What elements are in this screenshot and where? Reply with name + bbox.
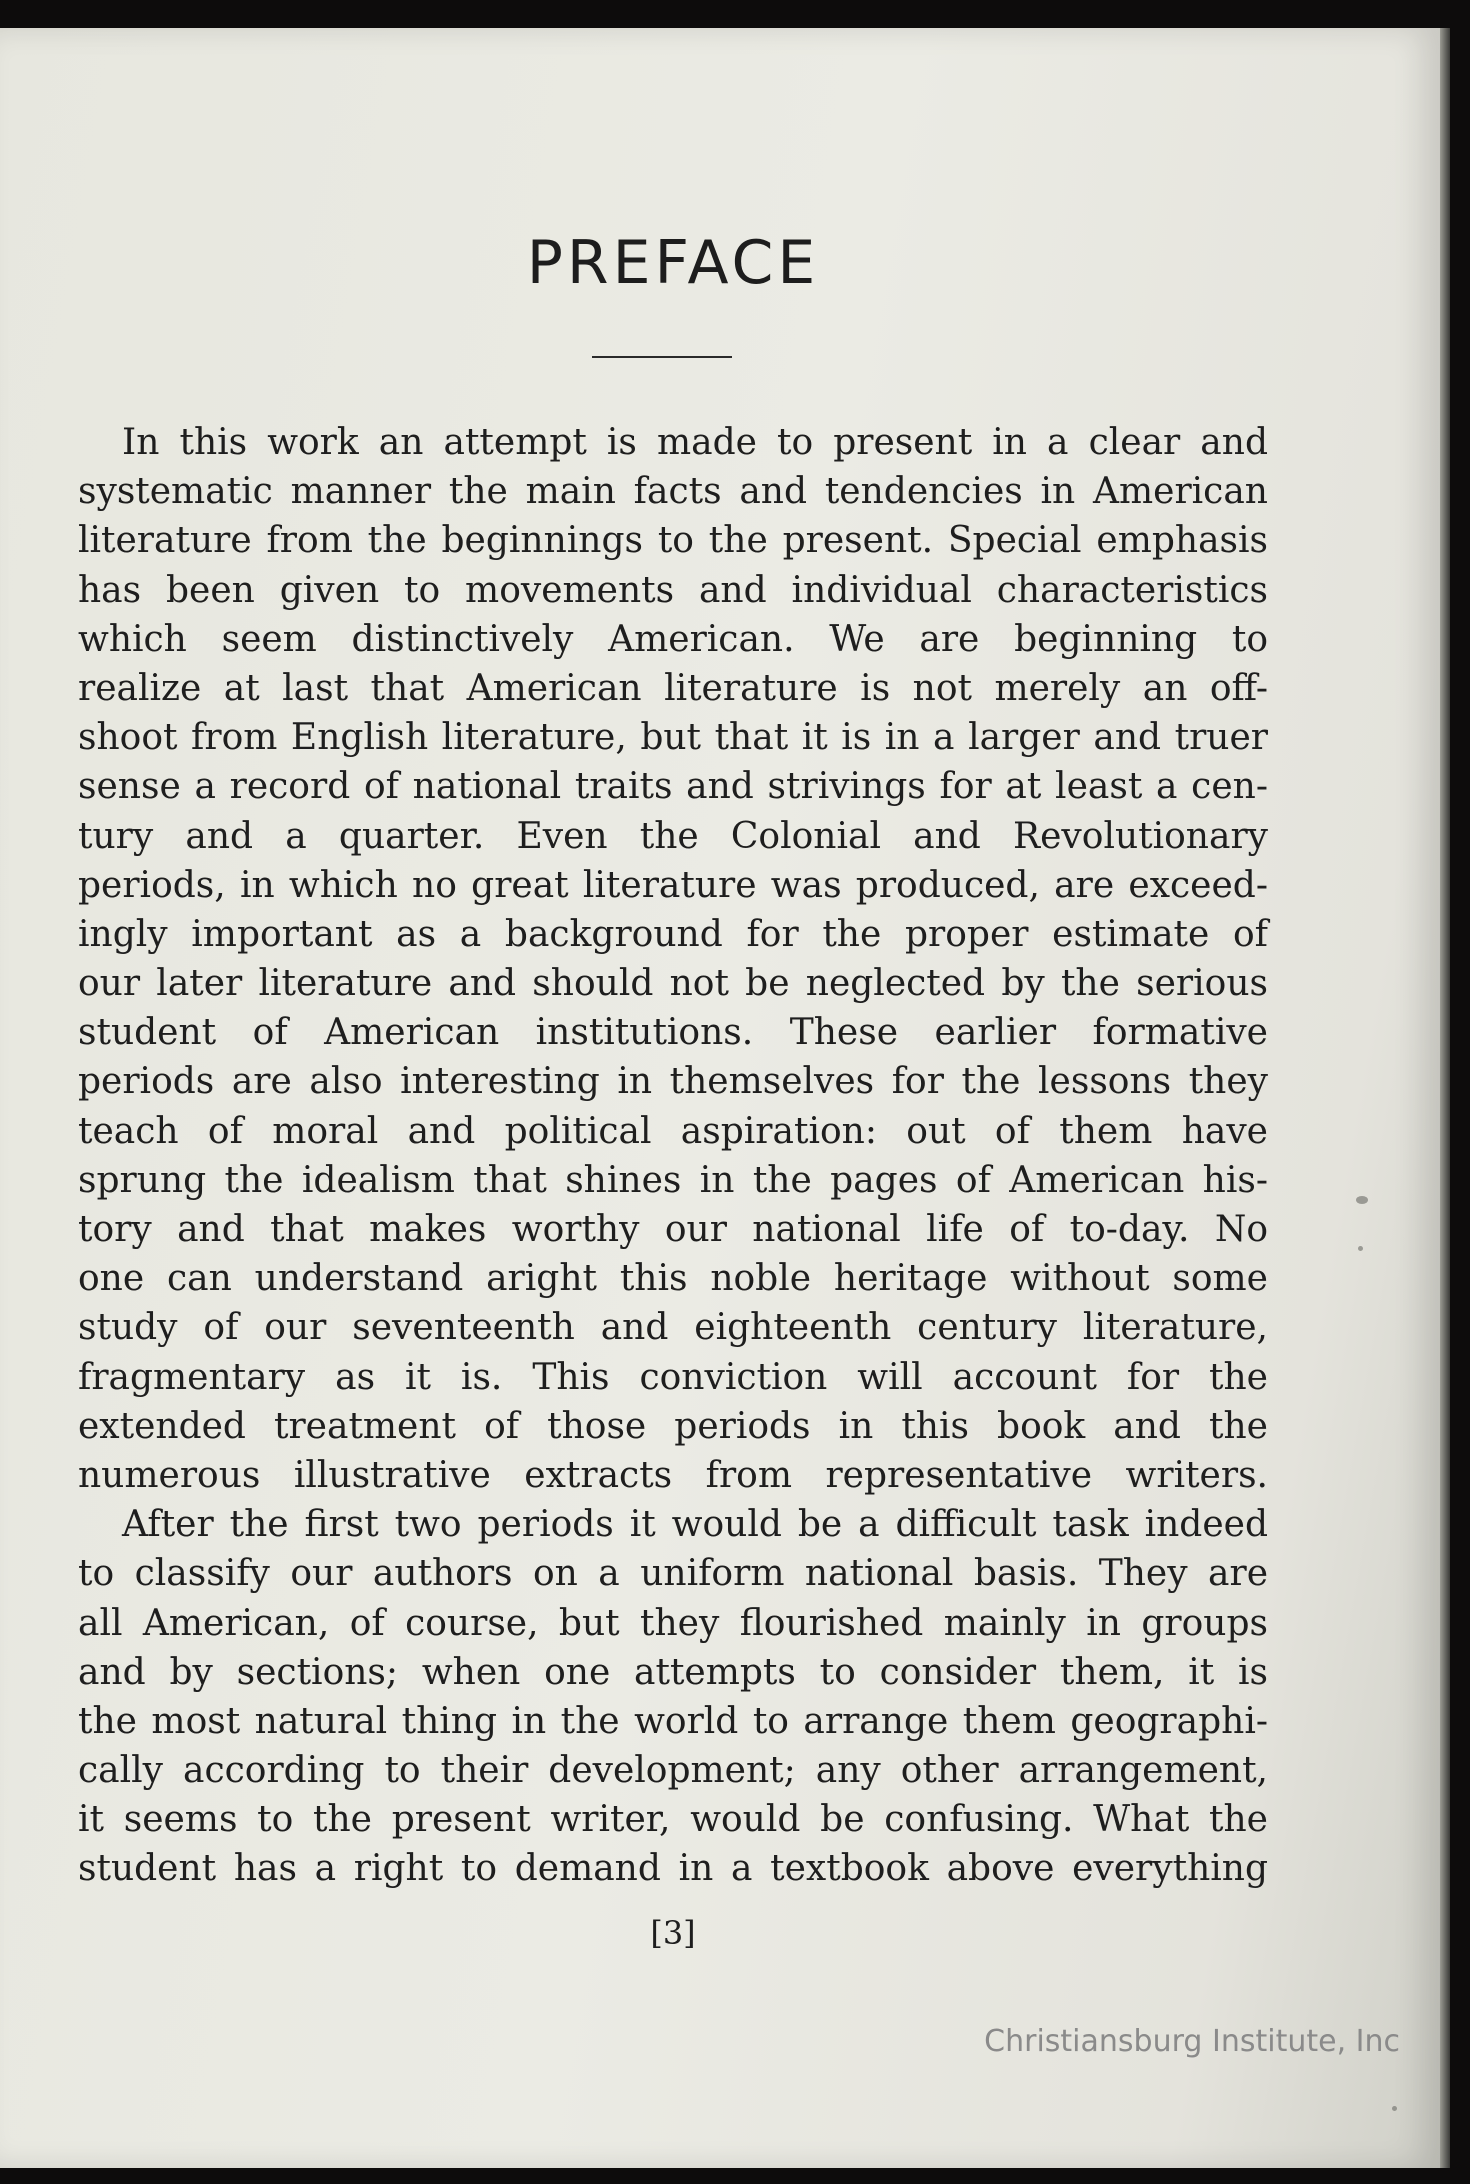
text-line: sense a record of national traits and strivings for at least a cen- [78,766,1268,808]
text-line: teach of moral and political aspiration: out of them have [78,1110,1268,1152]
text-line: shoot from English literature, but that it is in a larger and truer [78,717,1268,759]
text-line: our later literature and should not be neglected by the serious [78,963,1268,1005]
text-line: and by sections; when one attempts to consider them, it is [78,1651,1268,1693]
paper-speck [1358,1246,1363,1251]
text-line: cally according to their development; any other arrangement, [78,1750,1268,1792]
preface-body [78,418,1268,1894]
text-line: tury and a quarter. Even the Colonial and Revolutionary [78,815,1268,857]
text-line: study of our seventeenth and eighteenth century literature, [78,1307,1268,1349]
text-line: literature from the beginnings to the present. Special emphasis [78,520,1268,562]
text-line: fragmentary as it is. This conviction will account for the [78,1356,1268,1398]
text-line: it seems to the present writer, would be confusing. What the [78,1799,1268,1841]
text-line: periods are also interesting in themselves for the lessons they [78,1061,1268,1103]
paper-speck [1356,1196,1368,1204]
text-line: all American, of course, but they flourished mainly in groups [78,1602,1268,1644]
text-line: has been given to movements and individual characteristics [78,569,1268,611]
text-line: In this work an attempt is made to present in a clear and [122,422,1268,463]
text-line: the most natural thing in the world to arrange them geographi- [78,1700,1268,1742]
text-line: one can understand aright this noble heritage without some [78,1258,1268,1300]
text-line: to classify our authors on a uniform national basis. They are [78,1553,1268,1595]
page-edge [1440,28,1450,2168]
text-line: extended treatment of those periods in this book and the [78,1405,1268,1447]
text-line: realize at last that American literature is not merely an off- [78,667,1268,709]
text-line: sprung the idealism that shines in the pages of American his- [78,1159,1268,1201]
text-line: tory and that makes worthy our national life of to-day. No [78,1209,1268,1250]
title-divider [592,356,732,358]
text-line: student of American institutions. These earlier formative [78,1012,1268,1054]
text-line: After the first two periods it would be a difficult task indeed [122,1504,1268,1546]
watermark: Christiansburg Institute, Inc [984,2024,1400,2059]
text-line: student has a right to demand in a textbook above everything [78,1848,1268,1890]
text-line: numerous illustrative extracts from representative writers. [78,1454,1268,1496]
text-line: ingly important as a background for the proper estimate of [78,913,1268,955]
page-number: [3] [650,1914,696,1952]
text-line: periods, in which no great literature was produced, are exceed- [78,864,1268,906]
text-line: which seem distinctively American. We are beginning to [78,618,1268,660]
page-title: PREFACE [526,228,820,298]
paper-speck [1392,2106,1397,2111]
text-line: systematic manner the main facts and tendencies in American [78,471,1268,513]
